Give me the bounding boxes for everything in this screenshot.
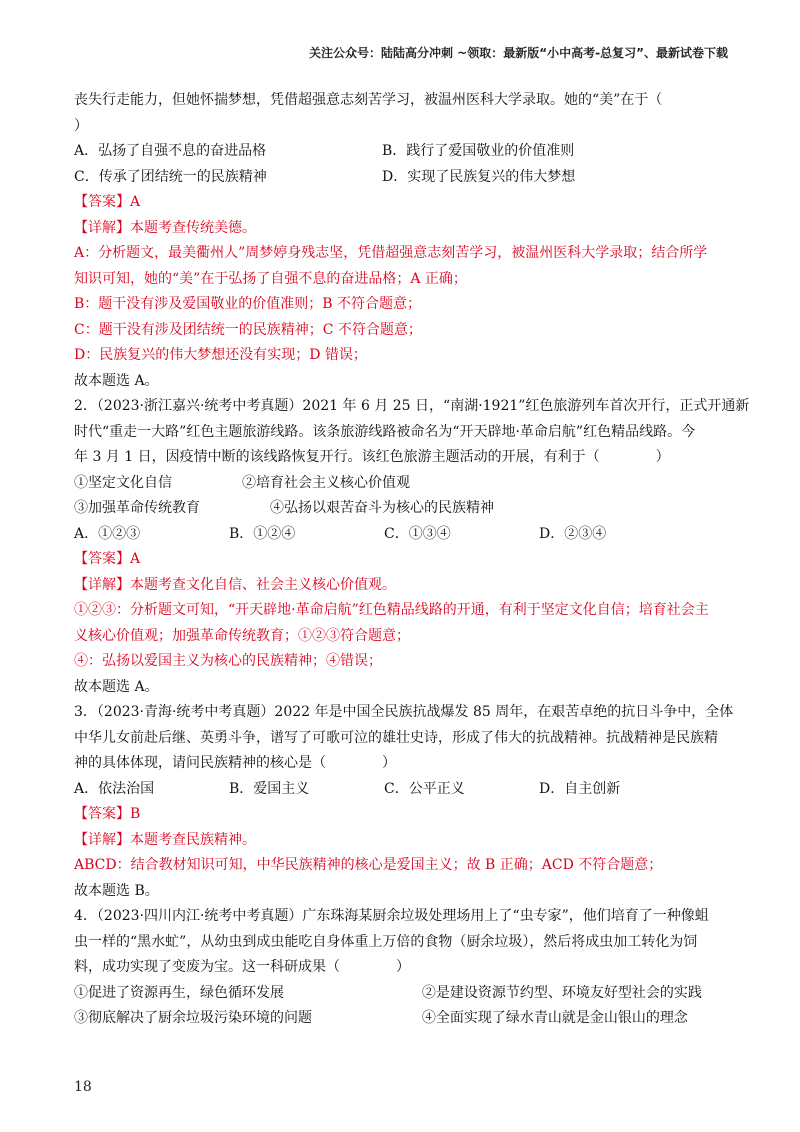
q2-explanation-line: 义核心价值观；加强革命传统教育；①②③符合题意；: [74, 627, 410, 644]
q3-explanation-line: ABCD：结合教材知识可知，中华民族精神的核心是爱国主义；故 B 正确；ACD 不符合题意；: [74, 857, 663, 873]
q2-answer: 【答案】A: [74, 551, 141, 567]
q1-explanation-line: 【详解】本题考查传统美德。: [74, 219, 256, 236]
q1-explanation-line: 知识可知，她的“美”在于弘扬了自强不息的奋进品格；A 正确；: [74, 270, 467, 287]
q4-stem-line-2: 虫一样的“黑水虻”，从幼虫到成虫能吃自身体重上万倍的食物（厨余垃圾），然后将成虫加工转化为饲: [74, 933, 698, 950]
q1-options-row-2: [74, 165, 728, 191]
q4-stem-line-3: 料，成功实现了变废为宝。这一科研成果（ ）: [74, 959, 410, 975]
q2-item-1: ①坚定文化自信: [74, 474, 172, 491]
q3-stem-line-1: 3．（2023·青海·统考中考真题）2022 年是中国全民族抗战爆发 85 周年，在艰苦卓绝的抗日斗争中，全体: [74, 704, 734, 720]
q4-item-3: ③彻底解决了厨余垃圾污染环境的问题: [74, 1010, 312, 1026]
q4-item-1: ①促进了资源再生，绿色循环发展: [74, 984, 284, 1001]
q3-conclusion: 故本题选 B。: [74, 882, 159, 899]
q2-option-a: A．①②③: [74, 525, 141, 542]
page-header: 关注公众号：陆陆高分冲刺 ~领取：最新版“小中高考-总复习”、最新试卷下载: [309, 46, 728, 60]
q1-explanation-line: A：分析题文，最美衢州人”周梦婷身残志坚，凭借超强意志刻苦学习，被温州医科大学录取；结合所学: [74, 245, 708, 261]
q2-option-b: B．①②④: [229, 525, 296, 542]
q3-option-a: A．依法治国: [74, 780, 155, 797]
q2-explanation-line: ①②③：分析题文可知，“开天辟地·革命启航”红色精品线路的开通，有利于坚定文化自信；培育社会主: [74, 602, 709, 618]
q1-option-c: C．传承了团结统一的民族精神: [74, 168, 267, 185]
q2-item-4: ④弘扬以艰苦奋斗为核心的民族精神: [270, 500, 494, 516]
q1-conclusion: 故本题选 A。: [74, 372, 159, 389]
q4-items-row-1: [74, 981, 728, 1007]
q1-options-row-1: [74, 139, 728, 165]
q2-option-c: C．①③④: [384, 525, 451, 542]
q3-answer: 【答案】B: [74, 806, 141, 822]
q4-stem-line-1: 4．（2023·四川内江·统考中考真题）广东珠海某厨余垃圾处理场用上了“虫专家”，他们培育了一种像蛆: [74, 908, 709, 924]
q1-option-a: A．弘扬了自强不息的奋进品格: [74, 143, 267, 159]
q1-option-b: B．践行了爱国敬业的价值准则: [382, 143, 575, 159]
q3-option-b: B．爱国主义: [229, 780, 310, 797]
q2-stem-line-2: 时代“重走一大路”红色主题旅游线路。该条旅游线路被命名为“开天辟地·革命启航”红色精品线路。今: [74, 423, 696, 440]
q1-stem-line-2: ）: [74, 117, 88, 134]
q1-explanation-line: C：题干没有涉及团结统一的民族精神；C 不符合题意；: [74, 321, 422, 338]
document-body: [74, 88, 750, 1032]
q2-conclusion: 故本题选 A。: [74, 678, 159, 695]
q3-explanation-line: 【详解】本题考查民族精神。: [74, 831, 256, 848]
q2-items-row-1: [74, 471, 728, 497]
q3-stem-line-3: 神的具体体现，请问民族精神的核心是（ ）: [74, 755, 396, 771]
q4-items-row-2: [74, 1006, 728, 1032]
q1-explanation-line: D：民族复兴的伟大梦想还没有实现；D 错误；: [74, 347, 367, 363]
q1-answer: 【答案】A: [74, 194, 141, 210]
q2-options-row: [74, 522, 728, 548]
q3-option-d: D．自主创新: [539, 780, 621, 797]
q2-explanation-line: 【详解】本题考查文化自信、社会主义核心价值观。: [74, 576, 396, 593]
q2-stem-line-3: 年 3 月 1 日，因疫情中断的该线路恢复开行。该红色旅游主题活动的开展，有利于（ ）: [74, 449, 670, 465]
q4-item-4: ④全面实现了绿水青山就是金山银山的理念: [421, 1010, 688, 1026]
q2-stem-line-1: 2．（2023·浙江嘉兴·统考中考真题）2021 年 6 月 25 日，“南湖·1921”红色旅游列车首次开行，正式开通新: [74, 398, 750, 414]
q2-option-d: D．②③④: [539, 525, 607, 542]
q3-options-row: [74, 777, 728, 803]
q2-items-row-2: [74, 496, 728, 522]
q2-item-3: ③加强革命传统教育: [74, 500, 200, 516]
q3-stem-line-2: 中华儿女前赴后继、英勇斗争，谱写了可歌可泣的雄壮史诗，形成了伟大的抗战精神。抗战精神是民族精: [74, 729, 718, 746]
q2-explanation-line: ④：弘扬以爱国主义为核心的民族精神；④错误；: [74, 653, 382, 669]
q3-option-c: C．公平正义: [384, 780, 465, 797]
q2-item-2: ②培育社会主义核心价值观: [242, 474, 410, 491]
q1-stem-line-1: 丧失行走能力，但她怀揣梦想，凭借超强意志刻苦学习，被温州医科大学录取。她的“美”在于（: [74, 92, 663, 108]
q1-option-d: D．实现了民族复兴的伟大梦想: [382, 168, 576, 185]
q1-explanation-line: B：题干没有涉及爱国敬业的价值准则；B 不符合题意；: [74, 296, 422, 312]
q4-item-2: ②是建设资源节约型、环境友好型社会的实践: [421, 984, 702, 1001]
page-number: 18: [74, 1079, 92, 1095]
